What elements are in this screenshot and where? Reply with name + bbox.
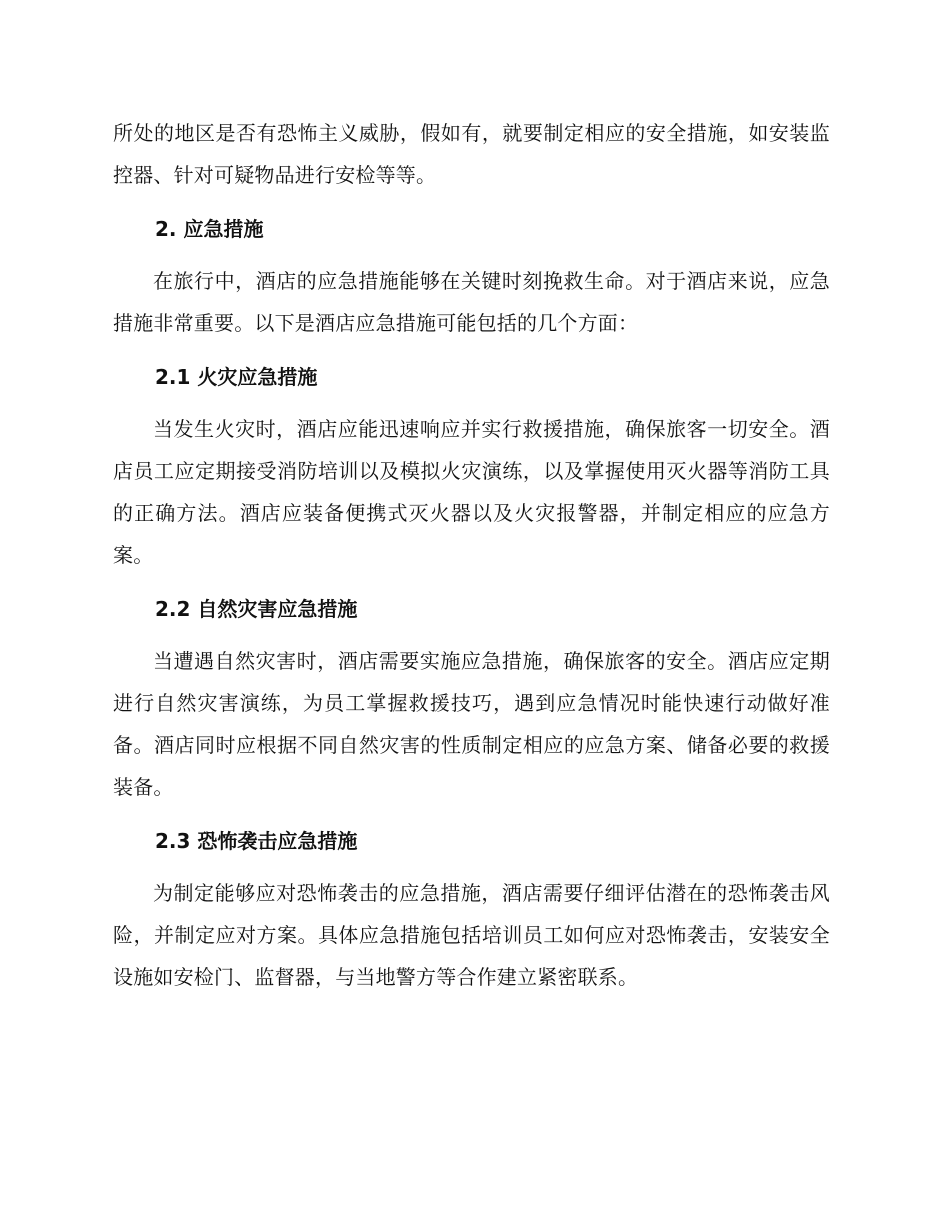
section-heading-2-1: 2.1 火灾应急措施 (155, 365, 318, 389)
section-paragraph-2-2: 当遭遇自然灾害时，酒店需要实施应急措施，确保旅客的安全。酒店应定期进行自然灾害演练，为员工掌握救援技巧，遇到应急情况时能快速行动做好准备。酒店同时应根据不同自然灾害的性质制定相应的应急方案、储备必要的救援装备。 (113, 649, 830, 799)
section-heading-2: 2. 应急措施 (155, 217, 264, 241)
section-heading-2-3: 2.3 恐怖袭击应急措施 (155, 829, 358, 853)
section-heading-2-2: 2.2 自然灾害应急措施 (155, 597, 358, 621)
intro-paragraph: 所处的地区是否有恐怖主义威胁，假如有，就要制定相应的安全措施，如安装监控器、针对可疑物品进行安检等等。 (113, 121, 830, 187)
section-paragraph-2-3: 为制定能够应对恐怖袭击的应急措施，酒店需要仔细评估潜在的恐怖袭击风险，并制定应对方案。具体应急措施包括培训员工如何应对恐怖袭击，安装安全设施如安检门、监督器，与当地警方等合作建立紧密联系。 (113, 881, 830, 989)
section-paragraph-2: 在旅行中，酒店的应急措施能够在关键时刻挽救生命。对于酒店来说，应急措施非常重要。以下是酒店应急措施可能包括的几个方面： (113, 269, 830, 335)
section-paragraph-2-1: 当发生火灾时，酒店应能迅速响应并实行救援措施，确保旅客一切安全。酒店员工应定期接受消防培训以及模拟火灾演练，以及掌握使用灭火器等消防工具的正确方法。酒店应装备便携式灭火器以及火灾报警器，并制定相应的应急方案。 (113, 417, 830, 567)
